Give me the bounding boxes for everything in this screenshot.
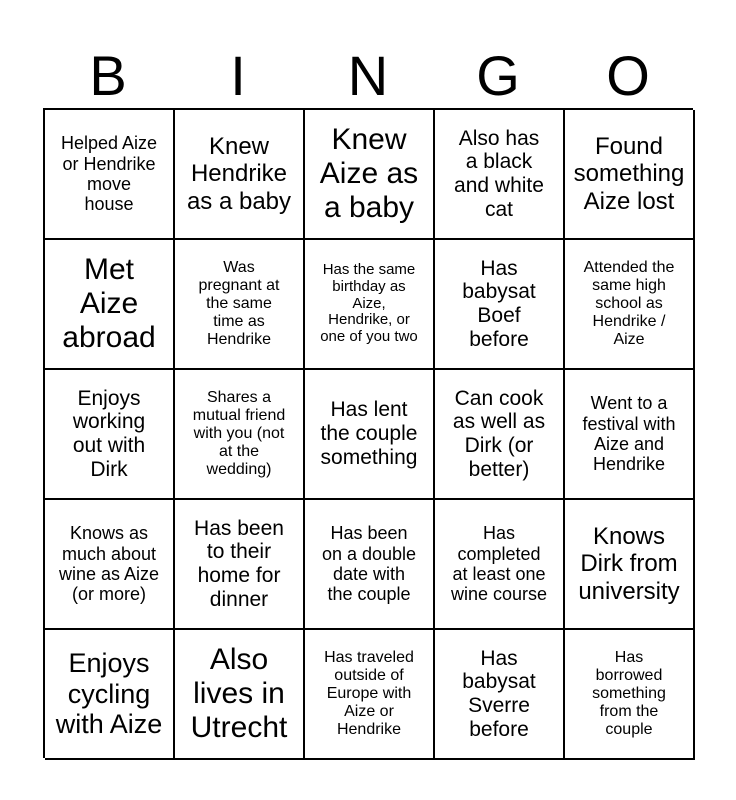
bingo-cell[interactable] <box>565 240 695 370</box>
bingo-cell[interactable] <box>175 500 305 630</box>
bingo-cell-text: Has traveled outside of Europe with Aize or Hendrike <box>324 648 414 739</box>
bingo-cell-text: Found something Aize lost <box>573 133 685 215</box>
bingo-cell-text: Attended the same high school as Hendrike / Aize <box>583 258 675 349</box>
bingo-cell[interactable] <box>305 240 435 370</box>
bingo-cell[interactable] <box>565 370 695 500</box>
header-letter-n: N <box>347 44 389 107</box>
bingo-cell-text: Also lives in Utrecht <box>190 643 288 744</box>
bingo-cell[interactable] <box>305 110 435 240</box>
bingo-cell[interactable] <box>175 370 305 500</box>
bingo-cell-text: Has been on a double date with the couple <box>321 523 417 605</box>
bingo-grid <box>43 108 693 758</box>
bingo-cell-text: Enjoys working out with Dirk <box>72 386 146 481</box>
bingo-cell-text: Enjoys cycling with Aize <box>55 648 163 740</box>
bingo-cell-text: Knows as much about wine as Aize (or more) <box>58 523 160 605</box>
bingo-cell[interactable] <box>435 370 565 500</box>
bingo-cell-text: Has the same birthday as Aize, Hendrike, or one of you two <box>320 260 418 346</box>
bingo-cell-text: Has completed at least one wine course <box>450 523 548 605</box>
bingo-cell[interactable] <box>435 500 565 630</box>
bingo-cell-text: Knew Aize as a baby <box>319 123 419 224</box>
bingo-cell-text: Also has a black and white cat <box>454 126 544 221</box>
bingo-cell[interactable] <box>175 630 305 760</box>
bingo-cell-text: Has lent the couple something <box>320 398 418 469</box>
bingo-cell-text: Met Aize abroad <box>62 253 156 354</box>
bingo-cell[interactable] <box>45 370 175 500</box>
bingo-cell[interactable] <box>175 110 305 240</box>
bingo-cell[interactable] <box>45 110 175 240</box>
bingo-cell[interactable] <box>45 630 175 760</box>
bingo-cell-text: Knows Dirk from university <box>578 523 680 605</box>
bingo-cell-text: Went to a festival with Aize and Hendrike <box>582 393 676 475</box>
header-letter-g: G <box>476 44 520 107</box>
bingo-cell[interactable] <box>305 500 435 630</box>
bingo-cell-text: Helped Aize or Hendrike move house <box>60 133 158 215</box>
header-letter-i: I <box>230 44 246 107</box>
bingo-cell-text: Has babysat Sverre before <box>462 646 536 741</box>
bingo-cell[interactable] <box>175 240 305 370</box>
bingo-cell[interactable] <box>435 630 565 760</box>
header-letter-o: O <box>606 44 650 107</box>
bingo-cell-text: Has babysat Boef before <box>462 256 536 351</box>
bingo-cell-text: Shares a mutual friend with you (not at the wedding) <box>192 388 286 479</box>
bingo-cell[interactable] <box>435 110 565 240</box>
header-letter-b: B <box>89 44 127 107</box>
bingo-cell[interactable] <box>305 370 435 500</box>
bingo-cell[interactable] <box>565 630 695 760</box>
bingo-cell[interactable] <box>565 110 695 240</box>
bingo-cell-text: Was pregnant at the same time as Hendrike <box>198 258 280 349</box>
bingo-cell-text: Knew Hendrike as a baby <box>186 133 292 215</box>
bingo-cell[interactable] <box>435 240 565 370</box>
bingo-cell[interactable] <box>565 500 695 630</box>
bingo-header <box>43 44 693 108</box>
bingo-cell-text: Has been to their home for dinner <box>194 516 284 611</box>
bingo-cell[interactable] <box>45 500 175 630</box>
bingo-cell[interactable] <box>305 630 435 760</box>
bingo-cell[interactable] <box>45 240 175 370</box>
bingo-cell-text: Has borrowed something from the couple <box>592 648 666 739</box>
bingo-cell-text: Can cook as well as Dirk (or better) <box>452 386 546 481</box>
